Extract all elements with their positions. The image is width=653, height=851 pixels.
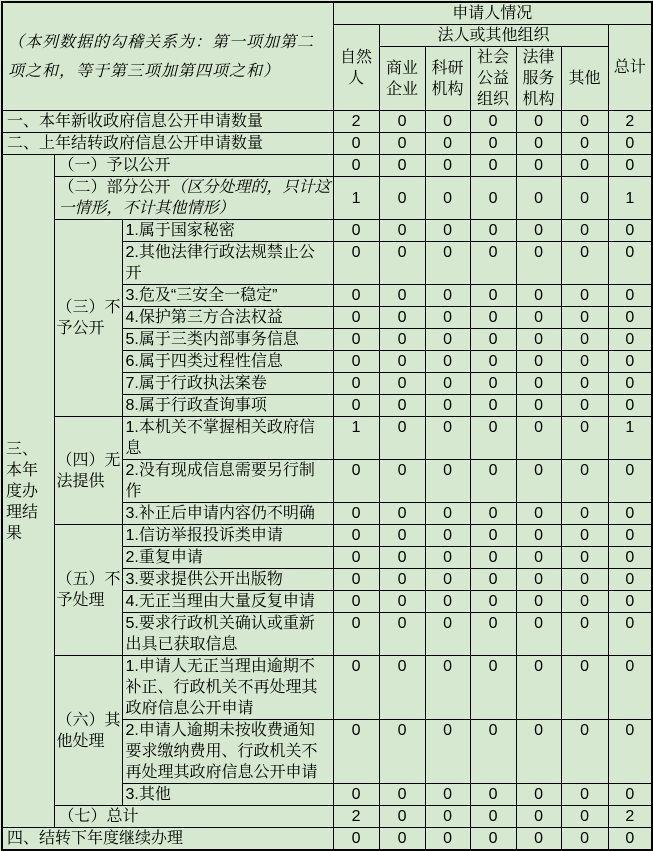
value-cell: 0 [561, 547, 608, 569]
value-cell: 0 [516, 373, 561, 395]
row-label: 6.属于四类过程性信息 [122, 351, 333, 373]
value-cell: 0 [379, 460, 425, 503]
value-cell: 0 [516, 285, 561, 307]
row-label: 5.属于三类内部事务信息 [122, 329, 333, 351]
value-cell: 0 [425, 307, 470, 329]
value-cell: 0 [470, 155, 516, 177]
value-cell: 0 [561, 395, 608, 417]
value-cell: 0 [561, 177, 608, 220]
value-cell: 0 [561, 242, 608, 285]
row-label: 3.危及“三安全一稳定” [122, 285, 333, 307]
value-cell: 0 [333, 720, 379, 784]
header-row-1 [2, 2, 652, 25]
value-cell: 0 [608, 720, 652, 784]
value-cell: 0 [425, 656, 470, 720]
row-label: 1.本机关不掌握相关政府信息 [122, 417, 333, 460]
header-total: 总计 [608, 25, 652, 111]
value-cell: 1 [608, 177, 652, 220]
value-cell: 0 [425, 133, 470, 155]
row-label-main: （二）部分公开 [58, 179, 171, 196]
row-label: 3.其他 [122, 784, 333, 806]
value-cell: 0 [608, 220, 652, 242]
value-cell: 0 [516, 460, 561, 503]
value-cell: 0 [516, 720, 561, 784]
value-cell: 0 [425, 329, 470, 351]
value-cell: 0 [561, 285, 608, 307]
value-cell: 0 [608, 242, 652, 285]
row-label: 1.属于国家秘密 [122, 220, 333, 242]
value-cell: 0 [561, 417, 608, 460]
value-cell: 0 [561, 155, 608, 177]
value-cell: 0 [516, 806, 561, 828]
value-cell: 2 [333, 111, 379, 133]
header-org-type-other: 其他 [561, 47, 608, 111]
value-cell: 0 [379, 525, 425, 547]
value-cell: 0 [516, 242, 561, 285]
value-cell: 0 [470, 285, 516, 307]
value-cell: 0 [425, 569, 470, 591]
value-cell: 0 [425, 351, 470, 373]
value-cell: 0 [470, 111, 516, 133]
value-cell: 0 [470, 656, 516, 720]
header-legal-or-other-org: 法人或其他组织 [379, 25, 608, 47]
value-cell: 0 [608, 613, 652, 656]
value-cell: 0 [379, 285, 425, 307]
value-cell: 0 [561, 656, 608, 720]
value-cell: 0 [379, 155, 425, 177]
value-cell: 0 [516, 220, 561, 242]
value-cell: 0 [561, 720, 608, 784]
value-cell: 0 [516, 133, 561, 155]
value-cell: 0 [561, 307, 608, 329]
value-cell: 0 [425, 111, 470, 133]
value-cell: 0 [379, 111, 425, 133]
value-cell: 0 [379, 569, 425, 591]
value-cell: 0 [561, 460, 608, 503]
header-org-type-commercial: 商业企业 [379, 47, 425, 111]
row-label: 3.要求提供公开出版物 [122, 569, 333, 591]
value-cell: 0 [379, 329, 425, 351]
header-org-type-research: 科研机构 [425, 47, 470, 111]
value-cell: 0 [425, 591, 470, 613]
row-label: 2.没有现成信息需要另行制作 [122, 460, 333, 503]
value-cell: 0 [379, 656, 425, 720]
row-label: 3.补正后申请内容仍不明确 [122, 503, 333, 525]
value-cell: 0 [561, 329, 608, 351]
value-cell: 0 [333, 460, 379, 503]
value-cell: 0 [333, 285, 379, 307]
value-cell: 0 [561, 220, 608, 242]
value-cell: 0 [608, 155, 652, 177]
value-cell: 0 [379, 503, 425, 525]
table-row [2, 155, 652, 177]
section-label-annual-results: 三、本年度办理结果 [2, 155, 54, 828]
value-cell: 0 [333, 155, 379, 177]
table-row [2, 220, 652, 242]
value-cell: 0 [561, 591, 608, 613]
value-cell: 0 [333, 569, 379, 591]
value-cell: 0 [561, 569, 608, 591]
value-cell: 0 [425, 613, 470, 656]
table-row [2, 656, 652, 720]
value-cell: 0 [470, 525, 516, 547]
table-row [2, 828, 652, 851]
value-cell: 0 [333, 656, 379, 720]
row-label: （七）总计 [54, 806, 333, 828]
value-cell: 0 [516, 111, 561, 133]
value-cell: 0 [470, 133, 516, 155]
value-cell: 0 [333, 242, 379, 285]
value-cell: 0 [516, 417, 561, 460]
value-cell: 0 [561, 806, 608, 828]
value-cell: 0 [608, 307, 652, 329]
value-cell: 0 [425, 373, 470, 395]
header-org-type-public-welfare: 社会公益组织 [470, 47, 516, 111]
value-cell: 0 [608, 569, 652, 591]
value-cell: 0 [516, 351, 561, 373]
value-cell: 0 [333, 133, 379, 155]
row-label: 1.信访举报投诉类申请 [122, 525, 333, 547]
value-cell: 0 [516, 569, 561, 591]
value-cell: 0 [333, 828, 379, 851]
value-cell: 0 [561, 373, 608, 395]
value-cell: 0 [379, 720, 425, 784]
value-cell: 0 [470, 720, 516, 784]
subsection-label-refuse-disclosure: （三）不予公开 [54, 220, 122, 417]
value-cell: 0 [470, 569, 516, 591]
value-cell: 0 [425, 720, 470, 784]
header-applicant-situation: 申请人情况 [333, 2, 652, 25]
table-row [2, 133, 652, 155]
table-row [2, 525, 652, 547]
row-label: 2.其他法律行政法规禁止公开 [122, 242, 333, 285]
value-cell: 0 [425, 220, 470, 242]
value-cell: 0 [333, 503, 379, 525]
value-cell: 0 [470, 242, 516, 285]
value-cell: 0 [379, 373, 425, 395]
subsection-label-refuse-to-process: （五）不予处理 [54, 525, 122, 656]
value-cell: 0 [470, 395, 516, 417]
value-cell: 0 [561, 828, 608, 851]
value-cell: 0 [425, 784, 470, 806]
row-label: 5.要求行政机关确认或重新出具已获取信息 [122, 613, 333, 656]
value-cell: 0 [608, 285, 652, 307]
value-cell: 0 [516, 828, 561, 851]
value-cell: 0 [333, 220, 379, 242]
value-cell: 0 [470, 503, 516, 525]
disclosure-statistics-table [1, 1, 653, 851]
value-cell: 0 [516, 591, 561, 613]
value-cell: 0 [333, 591, 379, 613]
value-cell: 0 [470, 806, 516, 828]
value-cell: 0 [333, 784, 379, 806]
value-cell: 0 [516, 395, 561, 417]
value-cell: 0 [470, 591, 516, 613]
value-cell: 0 [425, 503, 470, 525]
value-cell: 0 [470, 373, 516, 395]
row-label: 一、本年新收政府信息公开申请数量 [2, 111, 333, 133]
value-cell: 0 [379, 784, 425, 806]
value-cell: 0 [608, 395, 652, 417]
note-cell: （本列数据的勾稽关系为：第一项加第二项之和，等于第三项加第四项之和） [2, 2, 333, 111]
value-cell: 0 [608, 547, 652, 569]
value-cell: 0 [561, 503, 608, 525]
value-cell: 0 [516, 547, 561, 569]
value-cell: 0 [608, 133, 652, 155]
table-row [2, 177, 652, 220]
value-cell: 0 [470, 417, 516, 460]
row-label: 2.申请人逾期未按收费通知要求缴纳费用、行政机关不再处理其政府信息公开申请 [122, 720, 333, 784]
value-cell: 0 [470, 329, 516, 351]
value-cell: 0 [608, 329, 652, 351]
value-cell: 0 [516, 503, 561, 525]
value-cell: 0 [561, 525, 608, 547]
table-row [2, 806, 652, 828]
row-label: 4.保护第三方合法权益 [122, 307, 333, 329]
value-cell: 0 [333, 373, 379, 395]
value-cell: 0 [425, 525, 470, 547]
value-cell: 1 [333, 177, 379, 220]
row-label: 四、结转下年度继续办理 [2, 828, 333, 851]
value-cell: 0 [425, 177, 470, 220]
value-cell: 2 [333, 806, 379, 828]
value-cell: 0 [470, 784, 516, 806]
value-cell: 0 [425, 285, 470, 307]
subsection-label-other-processing: （六）其他处理 [54, 656, 122, 806]
row-label: 2.重复申请 [122, 547, 333, 569]
value-cell: 0 [470, 307, 516, 329]
value-cell: 0 [425, 806, 470, 828]
value-cell: 0 [470, 547, 516, 569]
value-cell: 0 [516, 656, 561, 720]
value-cell: 2 [608, 806, 652, 828]
header-natural-person: 自然人 [333, 25, 379, 111]
value-cell: 0 [561, 351, 608, 373]
header-org-type-legal-service: 法律服务机构 [516, 47, 561, 111]
value-cell: 1 [608, 417, 652, 460]
value-cell: 0 [516, 784, 561, 806]
value-cell: 0 [516, 329, 561, 351]
value-cell: 0 [470, 828, 516, 851]
value-cell: 0 [425, 242, 470, 285]
value-cell: 0 [379, 220, 425, 242]
row-label: 1.申请人无正当理由逾期不补正、行政机关不再处理其政府信息公开申请 [122, 656, 333, 720]
value-cell: 0 [608, 460, 652, 503]
value-cell: 0 [470, 220, 516, 242]
value-cell: 0 [333, 395, 379, 417]
row-label: （一）予以公开 [54, 155, 333, 177]
value-cell: 0 [470, 460, 516, 503]
value-cell: 0 [425, 395, 470, 417]
value-cell: 0 [516, 613, 561, 656]
value-cell: 0 [379, 133, 425, 155]
value-cell: 0 [608, 525, 652, 547]
value-cell: 0 [379, 828, 425, 851]
value-cell: 0 [379, 395, 425, 417]
value-cell: 0 [470, 177, 516, 220]
value-cell: 0 [470, 351, 516, 373]
value-cell: 0 [608, 784, 652, 806]
value-cell: 0 [608, 373, 652, 395]
value-cell: 0 [379, 307, 425, 329]
value-cell: 0 [470, 613, 516, 656]
value-cell: 0 [379, 591, 425, 613]
row-label: 8.属于行政查询事项 [122, 395, 333, 417]
value-cell: 0 [333, 547, 379, 569]
value-cell: 0 [561, 111, 608, 133]
value-cell: 0 [379, 242, 425, 285]
row-label: 7.属于行政执法案卷 [122, 373, 333, 395]
value-cell: 0 [516, 525, 561, 547]
value-cell: 0 [425, 828, 470, 851]
value-cell: 0 [379, 613, 425, 656]
value-cell: 0 [516, 307, 561, 329]
value-cell: 0 [561, 613, 608, 656]
value-cell: 0 [425, 547, 470, 569]
value-cell: 0 [333, 525, 379, 547]
value-cell: 0 [561, 784, 608, 806]
value-cell: 2 [608, 111, 652, 133]
value-cell: 0 [516, 155, 561, 177]
value-cell: 0 [425, 155, 470, 177]
row-label: 二、上年结转政府信息公开申请数量 [2, 133, 333, 155]
value-cell: 0 [608, 656, 652, 720]
value-cell: 0 [608, 828, 652, 851]
row-label [54, 177, 333, 220]
value-cell: 0 [425, 417, 470, 460]
value-cell: 0 [608, 503, 652, 525]
subsection-label-unable-to-provide: （四）无法提供 [54, 417, 122, 525]
value-cell: 0 [379, 806, 425, 828]
value-cell: 0 [608, 591, 652, 613]
value-cell: 0 [516, 177, 561, 220]
value-cell: 0 [379, 547, 425, 569]
table-row [2, 417, 652, 460]
value-cell: 0 [608, 351, 652, 373]
value-cell: 0 [425, 460, 470, 503]
value-cell: 1 [333, 417, 379, 460]
row-label-note: （区分处理的，只计这一情形，不计其他情形） [58, 179, 331, 217]
value-cell: 0 [333, 613, 379, 656]
value-cell: 0 [333, 307, 379, 329]
value-cell: 0 [379, 177, 425, 220]
value-cell: 0 [561, 133, 608, 155]
value-cell: 0 [379, 351, 425, 373]
value-cell: 0 [333, 329, 379, 351]
table-row [2, 111, 652, 133]
value-cell: 0 [379, 417, 425, 460]
row-label: 4.无正当理由大量反复申请 [122, 591, 333, 613]
value-cell: 0 [333, 351, 379, 373]
